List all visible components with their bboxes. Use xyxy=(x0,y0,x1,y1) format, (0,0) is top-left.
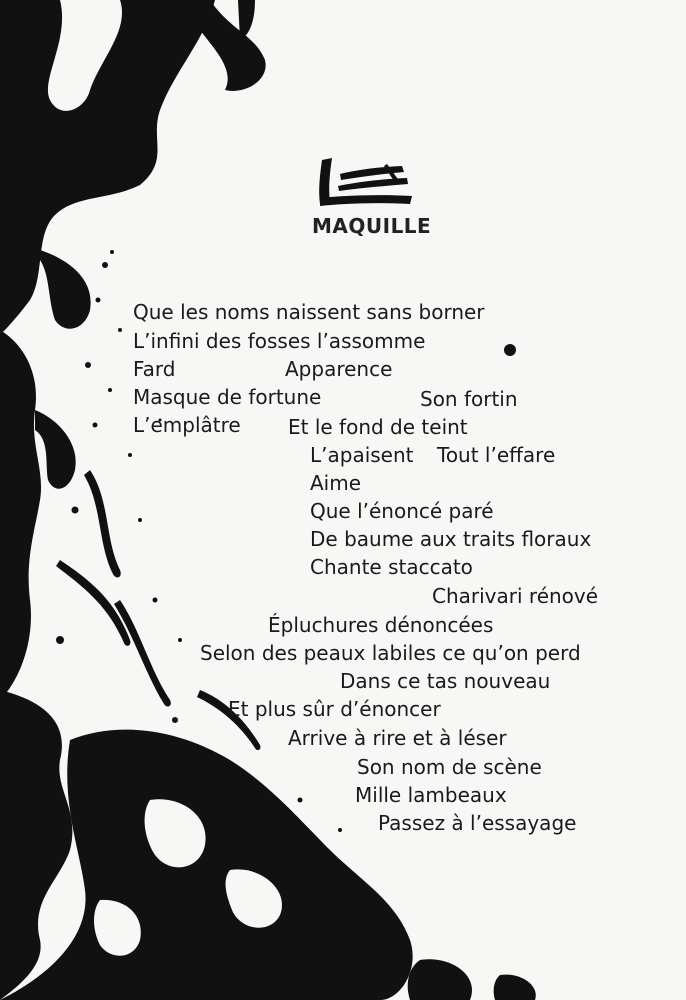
poem-line: Que les noms naissent sans borner xyxy=(133,300,485,324)
poem-line: Tout l’effare xyxy=(437,443,556,467)
poem-line: Mille lambeaux xyxy=(355,783,507,807)
poem-line: Et le fond de teint xyxy=(288,415,468,439)
poem-line: L’infini des fosses l’assomme xyxy=(133,329,426,353)
poem-line: Fard xyxy=(133,357,176,381)
brush-signature-mark xyxy=(312,152,422,212)
poem-line: Arrive à rire et à léser xyxy=(288,726,507,750)
poem-line: L’apaisent xyxy=(310,443,414,467)
poem-line: Charivari rénové xyxy=(432,584,599,608)
poem-line: Aime xyxy=(310,471,362,495)
poem-line: Son fortin xyxy=(420,387,518,411)
poem-title: MAQUILLE xyxy=(312,214,432,238)
poem-line: Que l’énoncé paré xyxy=(310,499,494,523)
poem-line: Selon des peaux labiles ce qu’on perd xyxy=(200,641,581,665)
poem-line: De baume aux traits floraux xyxy=(310,527,592,551)
poem-line: Épluchures dénoncées xyxy=(268,613,494,637)
poem-line: Passez à l’essayage xyxy=(378,811,577,835)
poem-line: Son nom de scène xyxy=(357,755,542,779)
poem-line: L’emplâtre xyxy=(133,413,241,437)
poem-line: Dans ce tas nouveau xyxy=(340,669,551,693)
poem-line: Et plus sûr d’énoncer xyxy=(228,697,441,721)
poem-line: Masque de fortune xyxy=(133,385,322,409)
poem-line: Apparence xyxy=(285,357,393,381)
poem-line: Chante staccato xyxy=(310,555,473,579)
